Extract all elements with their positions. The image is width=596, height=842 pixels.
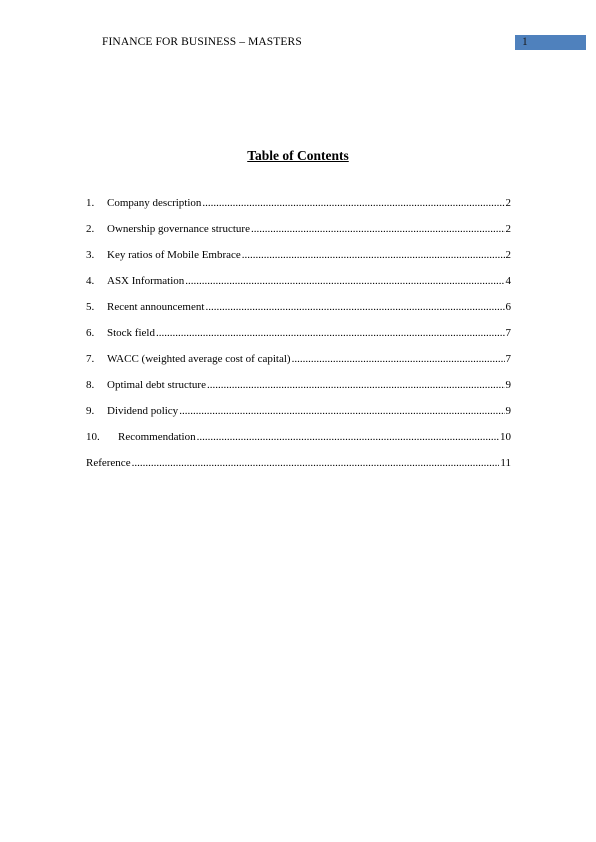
toc-dot-leader (179, 405, 504, 417)
toc-entry-optimal-debt-structure[interactable] (86, 379, 511, 405)
toc-list (86, 197, 511, 483)
page-number-badge: 1 (515, 35, 586, 50)
toc-entry-reference[interactable] (86, 457, 511, 483)
toc-dot-leader (156, 327, 505, 339)
toc-dot-leader (207, 379, 505, 391)
toc-entry-number: 1. (86, 197, 95, 209)
toc-entry-number: 9. (86, 405, 95, 417)
toc-entry-label: Recent announcement (107, 301, 205, 313)
toc-entry-page: 9 (505, 379, 511, 391)
toc-entry-company-description[interactable] (86, 197, 511, 223)
toc-entry-label: Recommendation (118, 431, 196, 443)
toc-entry-label: Dividend policy (107, 405, 179, 417)
toc-entry-dividend-policy[interactable] (86, 405, 511, 431)
toc-entry-key-ratios[interactable] (86, 249, 511, 275)
toc-entry-page: 2 (505, 249, 511, 261)
toc-entry-number: 8. (86, 379, 95, 391)
toc-entry-page: 9 (505, 405, 511, 417)
toc-entry-label: Company description (107, 197, 202, 209)
toc-entry-label: Optimal debt structure (107, 379, 206, 391)
toc-entry-page: 11 (500, 457, 511, 469)
toc-entry-label: Key ratios of Mobile Embrace (107, 249, 241, 261)
toc-entry-number: 10. (86, 431, 100, 443)
toc-entry-label: Ownership governance structure (107, 223, 250, 235)
toc-entry-page: 7 (505, 327, 511, 339)
toc-entry-label: Stock field (107, 327, 155, 339)
toc-entry-label: Reference (86, 457, 131, 469)
toc-entry-page: 2 (505, 223, 511, 235)
toc-entry-number: 4. (86, 275, 95, 287)
toc-dot-leader (292, 353, 505, 365)
toc-dot-leader (197, 431, 499, 443)
toc-entry-number: 7. (86, 353, 95, 365)
toc-entry-page: 7 (505, 353, 511, 365)
toc-entry-page: 10 (500, 431, 511, 443)
toc-entry-ownership-governance[interactable] (86, 223, 511, 249)
toc-dot-leader (242, 249, 505, 261)
toc-dot-leader (202, 197, 504, 209)
toc-dot-leader (251, 223, 505, 235)
toc-entry-label: ASX Information (107, 275, 185, 287)
toc-entry-recent-announcement[interactable] (86, 301, 511, 327)
toc-title: Table of Contents (247, 148, 349, 163)
toc-entry-page: 6 (505, 301, 511, 313)
toc-entry-number: 3. (86, 249, 95, 261)
toc-dot-leader (205, 301, 504, 313)
running-header-title: FINANCE FOR BUSINESS – MASTERS (102, 36, 302, 48)
toc-entry-page: 2 (505, 197, 511, 209)
toc-dot-leader (132, 457, 500, 469)
toc-entry-number: 6. (86, 327, 95, 339)
toc-entry-number: 2. (86, 223, 95, 235)
toc-entry-page: 4 (505, 275, 511, 287)
toc-entry-wacc[interactable] (86, 353, 511, 379)
toc-entry-recommendation[interactable] (86, 431, 511, 457)
toc-entry-stock-field[interactable] (86, 327, 511, 353)
toc-dot-leader (185, 275, 504, 287)
toc-entry-asx-information[interactable] (86, 275, 511, 301)
toc-entry-number: 5. (86, 301, 95, 313)
toc-entry-label: WACC (weighted average cost of capital) (107, 353, 291, 365)
